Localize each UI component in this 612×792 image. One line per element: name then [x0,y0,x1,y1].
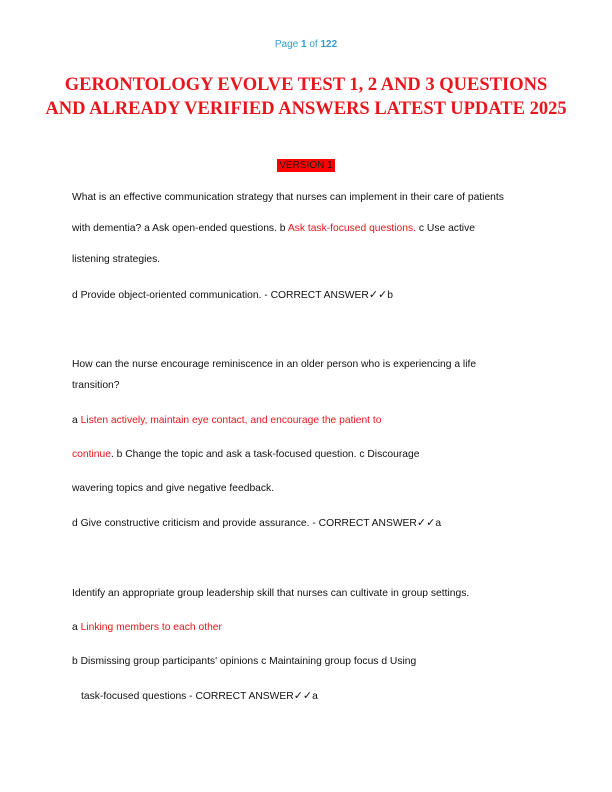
q1-answer-letter: b [387,290,393,301]
q2-answer-text: d Give constructive criticism and provide assurance. - CORRECT ANSWER [72,518,417,529]
version-label: VERSION 1 [279,160,333,171]
version-row [0,155,612,173]
page-current: 1 [300,39,307,50]
q1-line3: listening strategies. [72,254,161,265]
q1-line2 [72,222,475,235]
q2-option-a: a [72,415,81,426]
check-icon: ✓✓ [416,517,436,529]
q3-answer-line [81,690,318,703]
q2-line2: transition? [72,380,120,391]
q1-line1: What is an effective communication strategy that nurses can implement in their care of patients [72,192,504,203]
check-icon: ✓✓ [368,289,388,301]
q1-answer-text: d Provide object-oriented communication. - CORRECT ANSWER [72,290,369,301]
q2-line4 [72,448,419,461]
q1-text: with dementia? a Ask open-ended questions. b [72,223,288,234]
q1-answer-line [72,289,393,302]
page-prefix: Page [274,39,301,50]
q2-highlight-cont: continue [72,449,111,460]
q1-highlight: Ask task-focused questions. [287,223,417,234]
q3-option-a: a [72,622,81,633]
q2-highlight: Listen actively, maintain eye contact, and encourage the patient to [80,415,382,426]
q1-text-cont: c Use active [416,223,475,234]
q2-answer-line [72,517,441,530]
q3-line2 [72,621,222,634]
page-number [0,39,612,50]
q2-line3 [72,414,382,427]
q3-line1: Identify an appropriate group leadership skill that nurses can cultivate in group settings. [72,588,470,599]
document-title-line2: AND ALREADY VERIFIED ANSWERS LATEST UPDATE 2025 [45,99,567,119]
q2-line5: wavering topics and give negative feedback. [72,483,275,494]
page-separator: of [306,39,321,50]
page-total: 122 [320,39,338,50]
q2-line1: How can the nurse encourage reminiscence in an older person who is experiencing a life [72,359,477,370]
q3-answer-letter: a [312,691,318,702]
q3-line3: b Dismissing group participants' opinions c Maintaining group focus d Using [72,656,417,667]
document-title-line1: GERONTOLOGY EVOLVE TEST 1, 2 AND 3 QUESTIONS [64,75,548,95]
q2-answer-letter: a [435,518,442,529]
q3-highlight: Linking members to each other [80,622,222,633]
q3-answer-text: task-focused questions - CORRECT ANSWER [81,691,294,702]
check-icon: ✓✓ [293,690,313,702]
q2-text: . b Change the topic and ask a task-focused question. c Discourage [110,449,420,460]
